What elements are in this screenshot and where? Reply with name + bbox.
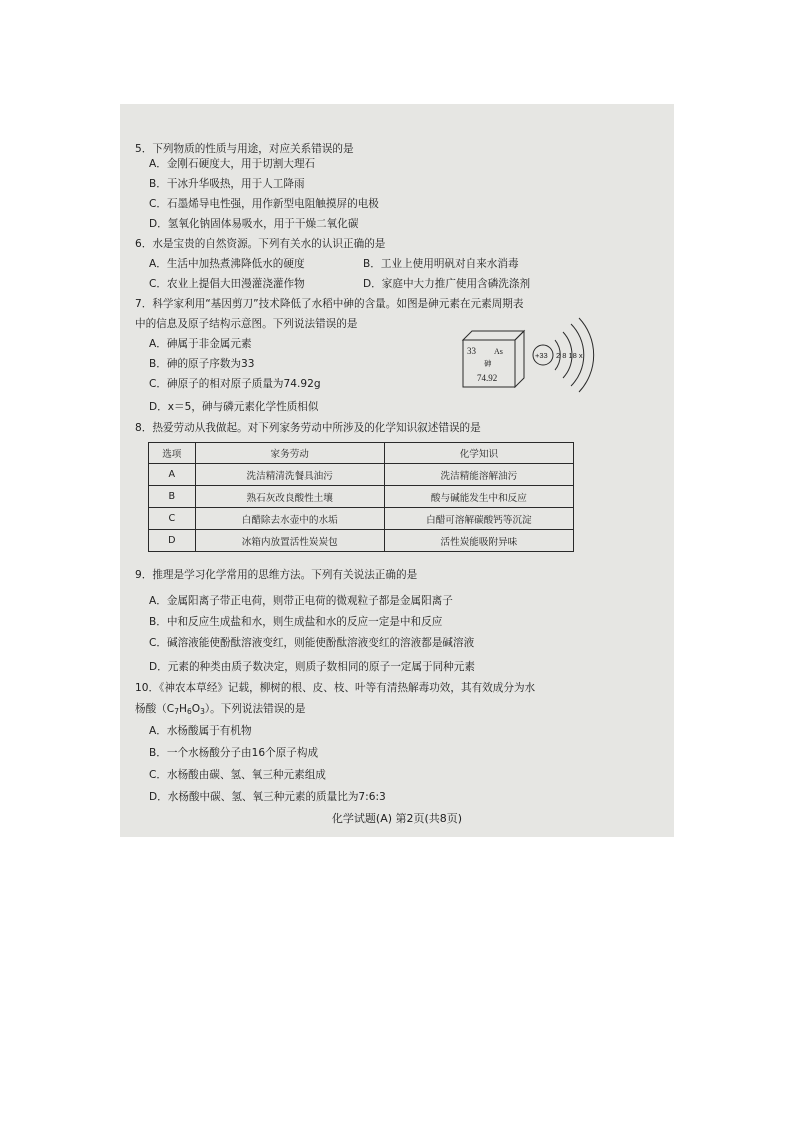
row-d-knowledge: 活性炭能吸附异味 [384, 530, 573, 552]
header-knowledge: 化学知识 [384, 443, 573, 464]
table-header-row [149, 443, 574, 464]
q10-option-b: B．一个水杨酸分子由16个原子构成 [149, 747, 319, 759]
q6-option-a: A．生活中加热煮沸降低水的硬度 [149, 258, 305, 270]
page-footer: 化学试题(A) 第2页(共8页) [331, 812, 463, 825]
q7-option-b: B．砷的原子序数为33 [149, 358, 255, 370]
table-row [149, 508, 574, 530]
atom-nucleus: +33 [535, 351, 548, 360]
table-row [149, 464, 574, 486]
q8-stem: 8．热爱劳动从我做起。对下列家务劳动中所涉及的化学知识叙述错误的是 [135, 422, 481, 434]
element-name: 砷 [484, 359, 492, 368]
row-b-option: B [149, 486, 196, 508]
row-a-knowledge: 洗洁精能溶解油污 [384, 464, 573, 486]
table-row [149, 486, 574, 508]
row-b-knowledge: 酸与碱能发生中和反应 [384, 486, 573, 508]
row-d-option: D [149, 530, 196, 552]
q10-stem-line1: 10．《神农本草经》记载，柳树的根、皮、枝、叶等有清热解毒功效，其有效成分为水 [135, 682, 536, 694]
row-a-option: A [149, 464, 196, 486]
q5-option-a: A．金刚石硬度大，用于切割大理石 [149, 158, 316, 170]
element-cell-arsenic [458, 326, 528, 388]
q10-option-d: D．水杨酸中碳、氢、氧三种元素的质量比为7:6:3 [149, 791, 386, 803]
row-a-chore: 洗洁精清洗餐具油污 [195, 464, 384, 486]
exam-page [120, 104, 674, 837]
q5-stem: 5．下列物质的性质与用途，对应关系错误的是 [135, 143, 354, 155]
q10-option-c: C．水杨酸由碳、氢、氧三种元素组成 [149, 769, 326, 781]
q5-option-d: D．氢氧化钠固体易吸水，用于干燥二氧化碳 [149, 218, 359, 230]
q7-option-c: C．砷原子的相对原子质量为74.92g [149, 378, 321, 390]
element-mass: 74.92 [477, 373, 498, 383]
q7-stem-line2: 中的信息及原子结构示意图。下列说法错误的是 [135, 318, 358, 330]
element-number: 33 [467, 346, 476, 356]
header-option: 选项 [149, 443, 196, 464]
q9-stem: 9．推理是学习化学常用的思维方法。下列有关说法正确的是 [135, 569, 418, 581]
row-c-chore: 白醋除去水壶中的水垢 [195, 508, 384, 530]
row-c-knowledge: 白醋可溶解碳酸钙等沉淀 [384, 508, 573, 530]
header-chore: 家务劳动 [195, 443, 384, 464]
q6-stem: 6．水是宝贵的自然资源。下列有关水的认识正确的是 [135, 238, 386, 250]
atom-structure-diagram [525, 314, 625, 396]
row-d-chore: 冰箱内放置活性炭炭包 [195, 530, 384, 552]
household-chores-table [148, 442, 574, 552]
q5-option-c: C．石墨烯导电性强，用作新型电阻触摸屏的电极 [149, 198, 379, 210]
row-c-option: C [149, 508, 196, 530]
q7-stem-line1: 7．科学家利用“基因剪刀”技术降低了水稻中砷的含量。如图是砷元素在元素周期表 [135, 298, 524, 310]
q7-option-d: D．x＝5，砷与磷元素化学性质相似 [149, 401, 319, 413]
q9-option-c: C．碱溶液能使酚酞溶液变红，则能使酚酞溶液变红的溶液都是碱溶液 [149, 637, 475, 649]
q6-option-b: B．工业上使用明矾对自来水消毒 [363, 258, 519, 270]
q6-option-c: C．农业上提倡大田漫灌浇灌作物 [149, 278, 305, 290]
q10-option-a: A．水杨酸属于有机物 [149, 725, 252, 737]
q6-option-d: D．家庭中大力推广使用含磷洗涤剂 [363, 278, 531, 290]
table-row [149, 530, 574, 552]
q9-option-d: D．元素的种类由质子数决定，则质子数相同的原子一定属于同种元素 [149, 661, 475, 673]
q9-option-b: B．中和反应生成盐和水，则生成盐和水的反应一定是中和反应 [149, 616, 443, 628]
q10-stem-line2: 杨酸$(C_7H_6O_3)$。下列说法错误的是 [135, 703, 306, 716]
row-b-chore: 熟石灰改良酸性土壤 [195, 486, 384, 508]
atom-shell-electrons: 2 8 18 x [556, 351, 583, 360]
q7-option-a: A．砷属于非金属元素 [149, 338, 252, 350]
q9-option-a: A．金属阳离子带正电荷，则带正电荷的微观粒子都是金属阳离子 [149, 595, 453, 607]
element-symbol: As [494, 347, 503, 356]
q5-option-b: B．干冰升华吸热，用于人工降雨 [149, 178, 305, 190]
